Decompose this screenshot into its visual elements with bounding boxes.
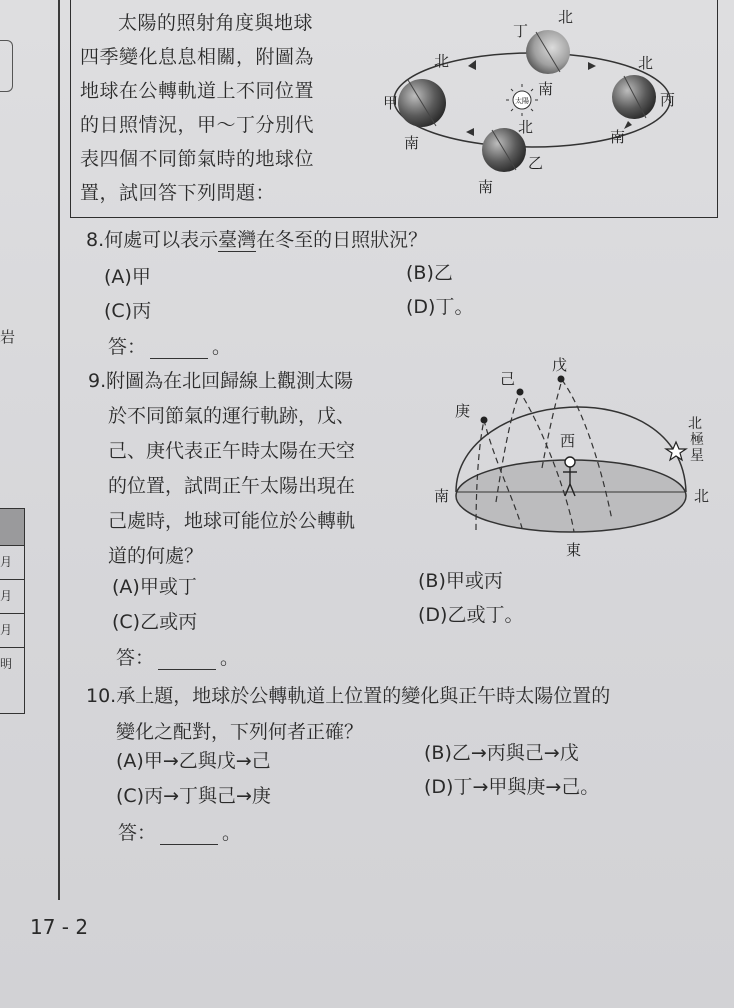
q9-line: 9.附圖為在北回歸線上觀測太陽 xyxy=(88,370,354,392)
label-east: 東 xyxy=(566,541,582,559)
orbit-arrow xyxy=(466,128,474,136)
intro-line: 置，試回答下列問題： xyxy=(80,182,276,204)
q9-answer xyxy=(116,643,239,670)
q10-option-b: (B)乙→丙與己→戊 xyxy=(424,742,579,764)
sun-position-geng xyxy=(481,417,488,424)
q8-answer-end: 。 xyxy=(212,336,232,358)
sky-dome-diagram xyxy=(434,350,724,565)
earth-ding-south: 南 xyxy=(538,80,554,98)
intro-line: 太陽的照射角度與地球 xyxy=(118,12,314,34)
sun-position-ji xyxy=(517,389,524,396)
intro-line: 地球在公轉軌道上不同位置 xyxy=(80,80,315,102)
q8-prefix: 8.何處可以表示 xyxy=(86,229,219,251)
intro-line: 四季變化息息相關，附圖為 xyxy=(80,46,315,68)
earth-ding-label: 丁 xyxy=(512,22,528,40)
q10-option-d: (D)丁→甲與庚→己。 xyxy=(424,776,600,798)
polaris-label-1: 北 xyxy=(688,416,702,432)
orbit-diagram xyxy=(370,0,700,205)
orbit-arrow xyxy=(468,60,476,70)
earth-jia-south: 南 xyxy=(404,134,420,152)
label-north: 北 xyxy=(694,487,710,505)
sun-icon xyxy=(506,84,538,116)
polaris-star-icon xyxy=(666,442,686,460)
side-table-header xyxy=(0,509,24,545)
earth-jia-label: 甲 xyxy=(382,94,398,112)
intro-line: 表四個不同節氣時的地球位 xyxy=(80,148,315,170)
label-west: 西 xyxy=(560,432,576,450)
polaris-label-3: 星 xyxy=(690,448,704,464)
q8-option-d: (D)丁。 xyxy=(406,296,474,318)
q8-option-c: (C)丙 xyxy=(104,300,152,322)
q10-line: 10.承上題，地球於公轉軌道上位置的變化與正午時太陽位置的 xyxy=(86,685,611,707)
q10-answer xyxy=(118,818,241,845)
question-9 xyxy=(88,364,355,574)
earth-yi-label: 乙 xyxy=(528,154,544,172)
side-table xyxy=(0,508,25,714)
label-ji: 己 xyxy=(500,370,516,388)
q9-answer-label: 答： xyxy=(116,647,155,669)
q10-answer-blank[interactable] xyxy=(160,826,218,845)
sun-label: 太陽 xyxy=(515,97,529,105)
polaris-label-2: 極 xyxy=(690,432,704,448)
q10-option-c: (C)丙→丁與己→庚 xyxy=(116,785,271,807)
margin-divider xyxy=(58,0,60,900)
orbit-arrow xyxy=(624,121,632,129)
label-wu: 戊 xyxy=(552,356,568,374)
side-table-cell: 月 xyxy=(0,613,24,647)
q9-line: 己、庚代表正午時太陽在天空 xyxy=(108,440,356,462)
q10-line: 變化之配對，下列何者正確？ xyxy=(116,721,364,743)
q8-option-a: (A)甲 xyxy=(104,266,151,288)
q9-option-b: (B)甲或丙 xyxy=(418,570,503,592)
side-table-cell: 月 xyxy=(0,579,24,613)
earth-bing xyxy=(612,75,656,119)
earth-jia-north: 北 xyxy=(434,52,450,70)
q9-answer-blank[interactable] xyxy=(158,651,216,670)
orbit-arrow xyxy=(588,62,596,70)
q9-option-a: (A)甲或丁 xyxy=(112,576,197,598)
question-8 xyxy=(86,225,427,252)
cylinder-icon xyxy=(0,40,13,92)
q8-answer-blank[interactable] xyxy=(150,340,208,359)
side-table-cell: 明 xyxy=(0,647,24,681)
q8-answer xyxy=(108,332,231,359)
intro-text xyxy=(80,6,360,210)
q9-option-c: (C)乙或丙 xyxy=(112,611,198,633)
q8-underlined: 臺灣 xyxy=(218,229,257,251)
q9-answer-end: 。 xyxy=(220,647,240,669)
earth-yi-north: 北 xyxy=(518,118,534,136)
earth-bing-north: 北 xyxy=(638,54,654,72)
earth-bing-label: 丙 xyxy=(660,91,676,109)
label-geng: 庚 xyxy=(454,402,470,420)
q10-answer-end: 。 xyxy=(222,822,242,844)
q9-line: 己處時，地球可能位於公轉軌 xyxy=(108,510,356,532)
q10-option-a: (A)甲→乙與戊→己 xyxy=(116,750,271,772)
label-south: 南 xyxy=(434,487,450,505)
q9-line: 的位置，試問正午太陽出現在 xyxy=(108,475,356,497)
sun-position-wu xyxy=(558,376,565,383)
earth-bing-south: 南 xyxy=(610,128,626,146)
q8-option-b: (B)乙 xyxy=(406,262,453,284)
q9-line: 於不同節氣的運行軌跡，戊、 xyxy=(108,405,356,427)
q9-line: 道的何處？ xyxy=(108,545,204,567)
side-table-cell: 月 xyxy=(0,545,24,579)
earth-ding-north: 北 xyxy=(558,8,574,26)
q8-answer-label: 答： xyxy=(108,336,147,358)
q9-option-d: (D)乙或丁。 xyxy=(418,604,524,626)
q10-answer-label: 答： xyxy=(118,822,157,844)
page-number: 17 - 2 xyxy=(30,915,89,939)
earth-yi-south: 南 xyxy=(478,178,494,196)
intro-line: 的日照情況，甲～丁分別代 xyxy=(80,114,315,136)
side-text: 岩 xyxy=(0,328,16,346)
q8-suffix: 在冬至的日照狀況？ xyxy=(256,229,428,251)
left-margin xyxy=(0,0,57,1008)
horizon-plane xyxy=(456,460,686,532)
